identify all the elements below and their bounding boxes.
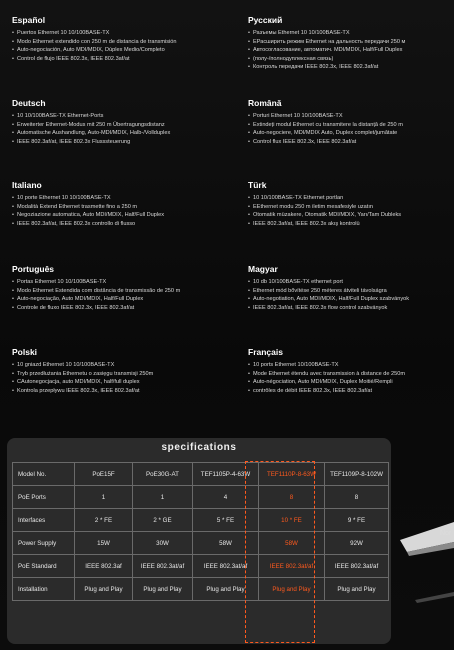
table-cell: 58W: [193, 532, 259, 555]
feature-item: • IEEE 802.3af/at, IEEE 802.3x Flusssteuerung: [12, 138, 217, 147]
table-cell: PoE15F: [75, 463, 133, 486]
feature-item: • Auto-negociação, Auto MDI/MDIX, Half/Full Duplex: [12, 295, 217, 304]
feature-item: • Extindeți modul Ethernet cu transmitere la distanță de 250 m: [248, 121, 453, 130]
table-row: [13, 532, 389, 555]
feature-item: • 10 10/100BASE-TX Ethernet-Ports: [12, 112, 217, 121]
table-row: [13, 509, 389, 532]
table-cell: 8: [325, 486, 389, 509]
feature-item: • Modo Ethernet extendido con 250 m de distancia de transmisión: [12, 38, 217, 47]
feature-item: • Puertos Ethernet 10 10/100BASE-TX: [12, 29, 217, 38]
language-title: Deutsch: [12, 98, 46, 108]
table-cell: 5 * FE: [193, 509, 259, 532]
table-cell: TEF1105P-4-63W: [193, 463, 259, 486]
feature-item: • ЕРасширить режим Ethernet на дальность передачи 250 м: [248, 38, 453, 47]
language-title: Türk: [248, 180, 267, 190]
table-cell: Plug and Play: [193, 578, 259, 601]
feature-item: • Auto-négociation, Auto MDI/MDIX, Duplex Moitié/Rempli: [248, 378, 453, 387]
highlighted-cell: 58W: [259, 532, 325, 555]
table-cell: 92W: [325, 532, 389, 555]
feature-item: • 10 ports Ethernet 10/100BASE-TX: [248, 361, 453, 370]
table-cell: IEEE 802.3at/af: [193, 555, 259, 578]
highlighted-cell: TEF1110P-8-63W: [259, 463, 325, 486]
feature-item: • Control de flujo IEEE 802.3x, IEEE 802.3af/at: [12, 55, 217, 64]
feature-item: • Negoziazione automatica, Auto MDI/MDIX, Half/Full Duplex: [12, 211, 217, 220]
table-cell: IEEE 802.3at/af: [325, 555, 389, 578]
language-block-hu: [248, 264, 453, 312]
language-title: Română: [248, 98, 282, 108]
feature-item: • Otomatik müzakere, Otomatik MDI/MDIX, Yarı/Tam Dubleks: [248, 211, 453, 220]
feature-item: • Portas Ethernet 10 10/100BASE-TX: [12, 278, 217, 287]
specifications-table: [12, 462, 389, 601]
table-row: [13, 578, 389, 601]
highlighted-cell: 10 * FE: [259, 509, 325, 532]
feature-item: • Control flux IEEE 802.3x, IEEE 802.3af/at: [248, 138, 453, 147]
feature-item: • Tryb przedłużania Ethernetu o zasięgu transmisji 250m: [12, 370, 217, 379]
feature-item: • Automatische Aushandlung, Auto-MDI/MDIX, Halb-/Vollduplex: [12, 129, 217, 138]
feature-item: • (полу-/полнодуплексная связь): [248, 55, 453, 64]
table-cell: Plug and Play: [75, 578, 133, 601]
language-block-it: [12, 180, 217, 228]
feature-item: • IEEE 802.3af/at, IEEE 802.3x controllo di flusso: [12, 220, 217, 229]
feature-item: • Kontrola przepływu IEEE 802.3x, IEEE 802.3af/at: [12, 387, 217, 396]
feature-item: • 10 10/100BASE-TX Ethernet portları: [248, 194, 453, 203]
language-title: Français: [248, 347, 283, 357]
table-row: [13, 463, 389, 486]
specifications-panel: [7, 438, 391, 644]
feature-item: • Auto-negotiation, Auto MDI/MDIX, Half/Full Duplex szabványok: [248, 295, 453, 304]
language-block-de: [12, 98, 217, 146]
table-cell: Plug and Play: [325, 578, 389, 601]
table-cell: 2 * GE: [133, 509, 193, 532]
highlighted-cell: 8: [259, 486, 325, 509]
language-block-es: [12, 15, 217, 63]
language-title: Polski: [12, 347, 38, 357]
table-cell: PoE30G-AT: [133, 463, 193, 486]
feature-item: • Auto-negociación, Auto MDI/MDIX, Dúplex Medio/Completo: [12, 46, 217, 55]
table-row: [13, 486, 389, 509]
feature-item: • Controle de fluxo IEEE 802.3x, IEEE 802.3af/at: [12, 304, 217, 313]
table-cell: 30W: [133, 532, 193, 555]
feature-item: • Auto-negociere, MDI/MDIX Auto, Duplex complet/jumătate: [248, 129, 453, 138]
cropped-label: Nor: [440, 530, 452, 537]
feature-item: • Porturi Ethernet 10 10/100BASE-TX: [248, 112, 453, 121]
table-cell: 9 * FE: [325, 509, 389, 532]
feature-item: • Modo Ethernet Estendida com distância de transmissão de 250 m: [12, 287, 217, 296]
row-label: Model No.: [13, 463, 75, 486]
table-cell: IEEE 802.3af: [75, 555, 133, 578]
language-title: Magyar: [248, 264, 278, 274]
table-cell: TEF1109P-8-102W: [325, 463, 389, 486]
feature-item: • Modalità Extend Ethernet trasmette fino a 250 m: [12, 203, 217, 212]
feature-item: • Ethernet mód bővítése 250 méteres átviteli távolságra: [248, 287, 453, 296]
feature-item: • 10 gniazd Ethernet 10 10/100BASE-TX: [12, 361, 217, 370]
table-cell: 15W: [75, 532, 133, 555]
feature-item: • contrôles de débit IEEE 802.3x, IEEE 802.3af/at: [248, 387, 453, 396]
feature-item: • 10 db 10/100BASE-TX ethernet port: [248, 278, 453, 287]
feature-item: • IEEE 802.3af/at, IEEE 802.3x akış kontrolü: [248, 220, 453, 229]
row-label: PoE Ports: [13, 486, 75, 509]
highlighted-cell: Plug and Play: [259, 578, 325, 601]
table-cell: IEEE 802.3at/af: [133, 555, 193, 578]
language-block-pt: [12, 264, 217, 312]
row-label: Installation: [13, 578, 75, 601]
feature-item: • IEEE 802.3af/at, IEEE 802.3x flow control szabványok: [248, 304, 453, 313]
table-row: [13, 555, 389, 578]
language-title: Italiano: [12, 180, 42, 190]
row-label: PoE Standard: [13, 555, 75, 578]
table-cell: 1: [133, 486, 193, 509]
feature-item: • Разъемы Ethernet 10 10/100BASE-TX: [248, 29, 453, 38]
table-cell: 2 * FE: [75, 509, 133, 532]
language-block-pl: [12, 347, 217, 395]
device-edge-image: [395, 470, 454, 620]
language-block-tr: [248, 180, 453, 228]
language-block-fr: [248, 347, 453, 395]
feature-item: • Контроль передачи IEEE 802.3x, IEEE 802.3af/at: [248, 63, 453, 72]
language-block-ro: [248, 98, 453, 146]
feature-item: • Mode Ethernet étendu avec transmission à distance de 250m: [248, 370, 453, 379]
specifications-title: specifications: [161, 442, 237, 453]
language-title: Русский: [248, 15, 283, 25]
table-cell: 1: [75, 486, 133, 509]
table-cell: 4: [193, 486, 259, 509]
feature-item: • CAutonegocjacja, auto MDI/MDIX, half/full duplex: [12, 378, 217, 387]
feature-item: • Автосогласование, автоматич. MDI/MDIX, Half/Full Duplex: [248, 46, 453, 55]
feature-item: • Erweiterter Ethernet-Modus mit 250 m Übertragungsdistanz: [12, 121, 217, 130]
highlighted-cell: IEEE 802.3at/af: [259, 555, 325, 578]
feature-item: • 10 porte Ethernet 10 10/100BASE-TX: [12, 194, 217, 203]
feature-item: • EEthernet modu 250 m iletim mesafesiyle uzatın: [248, 203, 453, 212]
language-block-ru: [248, 15, 453, 72]
language-title: Português: [12, 264, 55, 274]
language-title: Español: [12, 15, 46, 25]
row-label: Interfaces: [13, 509, 75, 532]
row-label: Power Supply: [13, 532, 75, 555]
table-cell: Plug and Play: [133, 578, 193, 601]
